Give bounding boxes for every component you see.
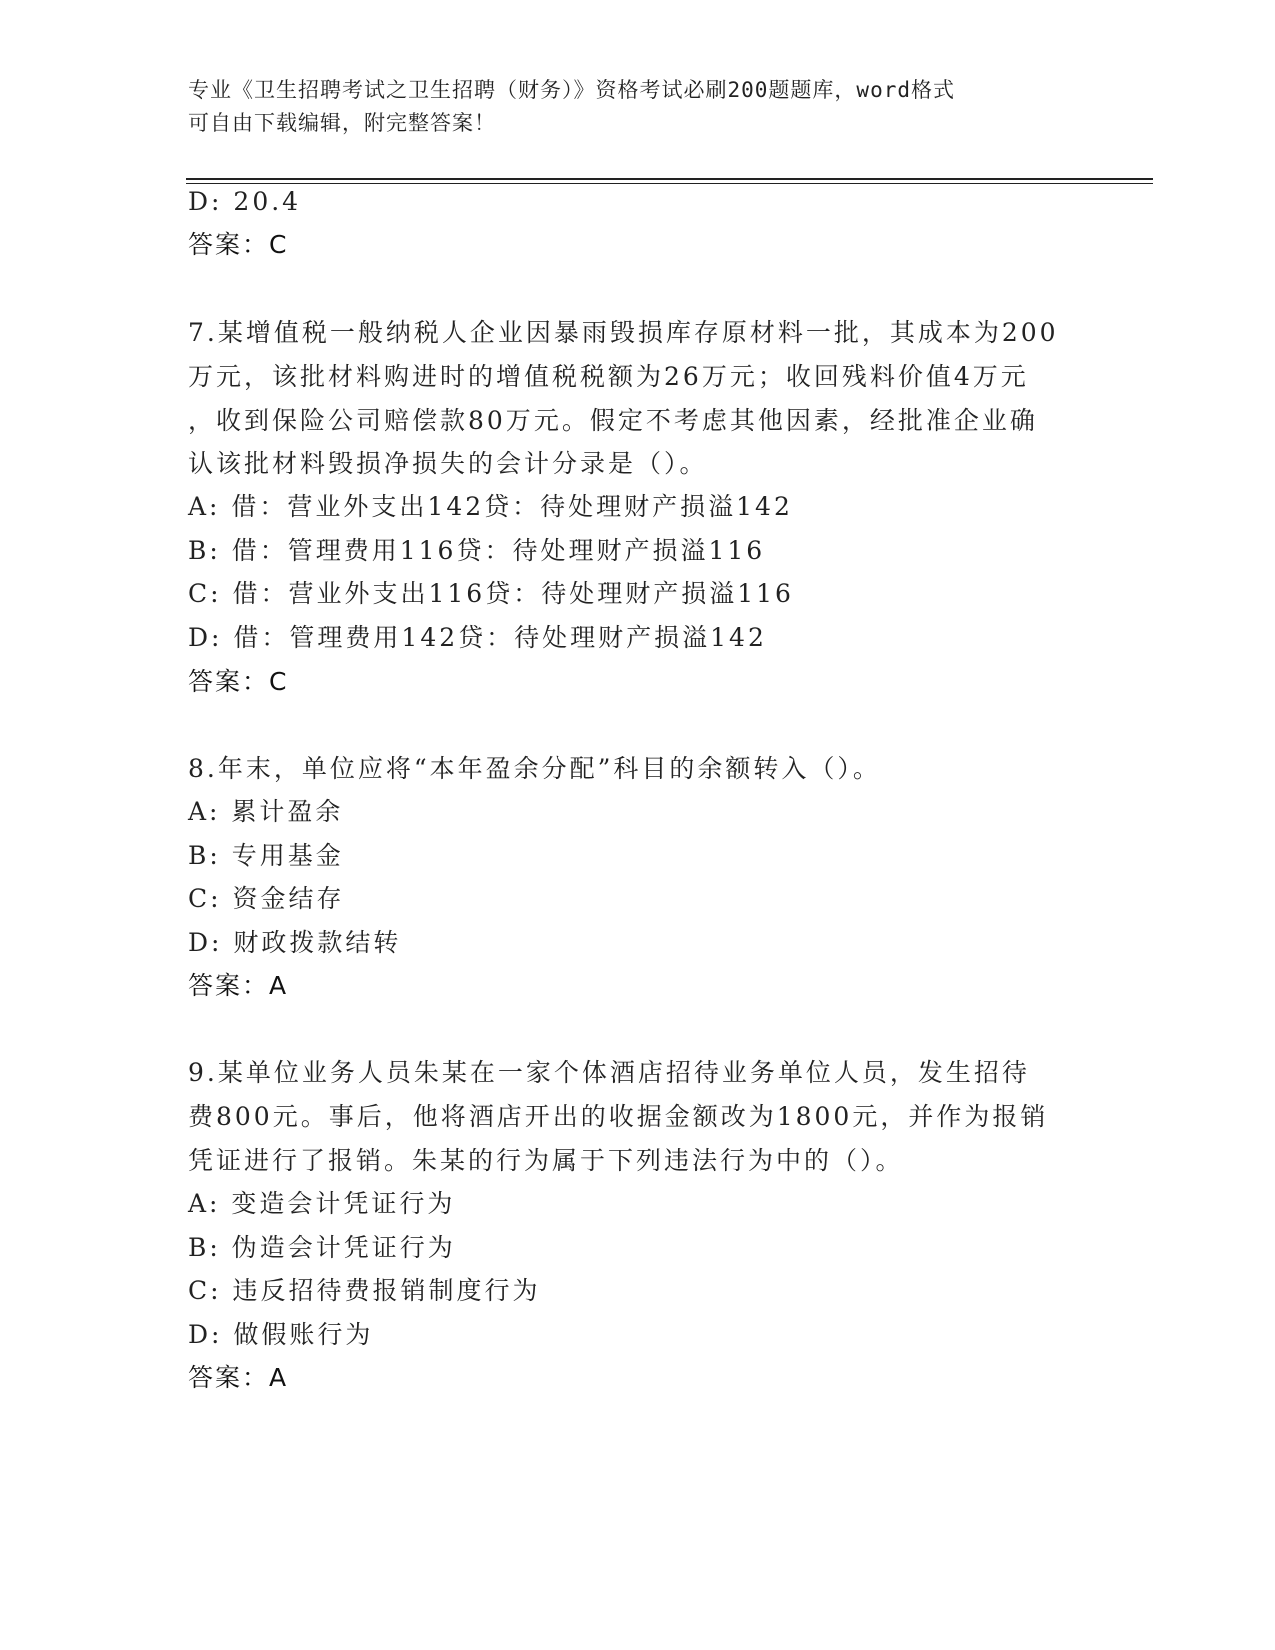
answer-line: 答案：C	[188, 667, 289, 696]
option-b: B: 专用基金	[188, 841, 344, 870]
answer-line: 答案：A	[188, 1363, 289, 1392]
answer-line: 答案：A	[188, 971, 289, 1000]
option-d: D: 做假账行为	[188, 1320, 374, 1349]
option-a: A: 借：营业外支出142贷：待处理财产损溢142	[188, 492, 793, 521]
question-stem-line: 9.某单位业务人员朱某在一家个体酒店招待业务单位人员，发生招待	[188, 1058, 1030, 1087]
question-stem-line: 凭证进行了报销。朱某的行为属于下列违法行为中的（）。	[188, 1146, 904, 1175]
option-b: B: 借：管理费用116贷：待处理财产损溢116	[188, 536, 766, 565]
option-c: C: 违反招待费报销制度行为	[188, 1276, 541, 1305]
header-line-1: 专业《卫生招聘考试之卫生招聘（财务）》资格考试必刷200题题库，word格式	[188, 78, 955, 102]
question-stem-line: ，收到保险公司赔偿款80万元。假定不考虑其他因素，经批准企业确	[188, 406, 1038, 435]
question-stem-line: 8.年末，单位应将“本年盈余分配”科目的余额转入（）。	[188, 754, 881, 783]
option-b: B: 伪造会计凭证行为	[188, 1233, 456, 1262]
answer-line: 答案：C	[188, 230, 289, 259]
option-c: C: 借：营业外支出116贷：待处理财产损溢116	[188, 579, 794, 608]
option-d: D: 借：管理费用142贷：待处理财产损溢142	[188, 623, 767, 652]
option-d: D: 财政拨款结转	[188, 928, 402, 957]
question-stem-line: 认该批材料毁损净损失的会计分录是（）。	[188, 449, 708, 478]
header-line-2: 可自由下载编辑，附完整答案！	[188, 111, 496, 135]
option-a: A: 累计盈余	[188, 797, 344, 826]
question-stem-line: 7.某增值税一般纳税人企业因暴雨毁损库存原材料一批，其成本为200	[188, 318, 1059, 347]
question-stem-line: 费800元。事后，他将酒店开出的收据金额改为1800元，并作为报销	[188, 1102, 1049, 1131]
option-a: A: 变造会计凭证行为	[188, 1189, 456, 1218]
question-stem-line: 万元，该批材料购进时的增值税税额为26万元；收回残料价值4万元	[188, 362, 1029, 391]
option-d: D: 20.4	[188, 187, 302, 216]
option-c: C: 资金结存	[188, 884, 345, 913]
